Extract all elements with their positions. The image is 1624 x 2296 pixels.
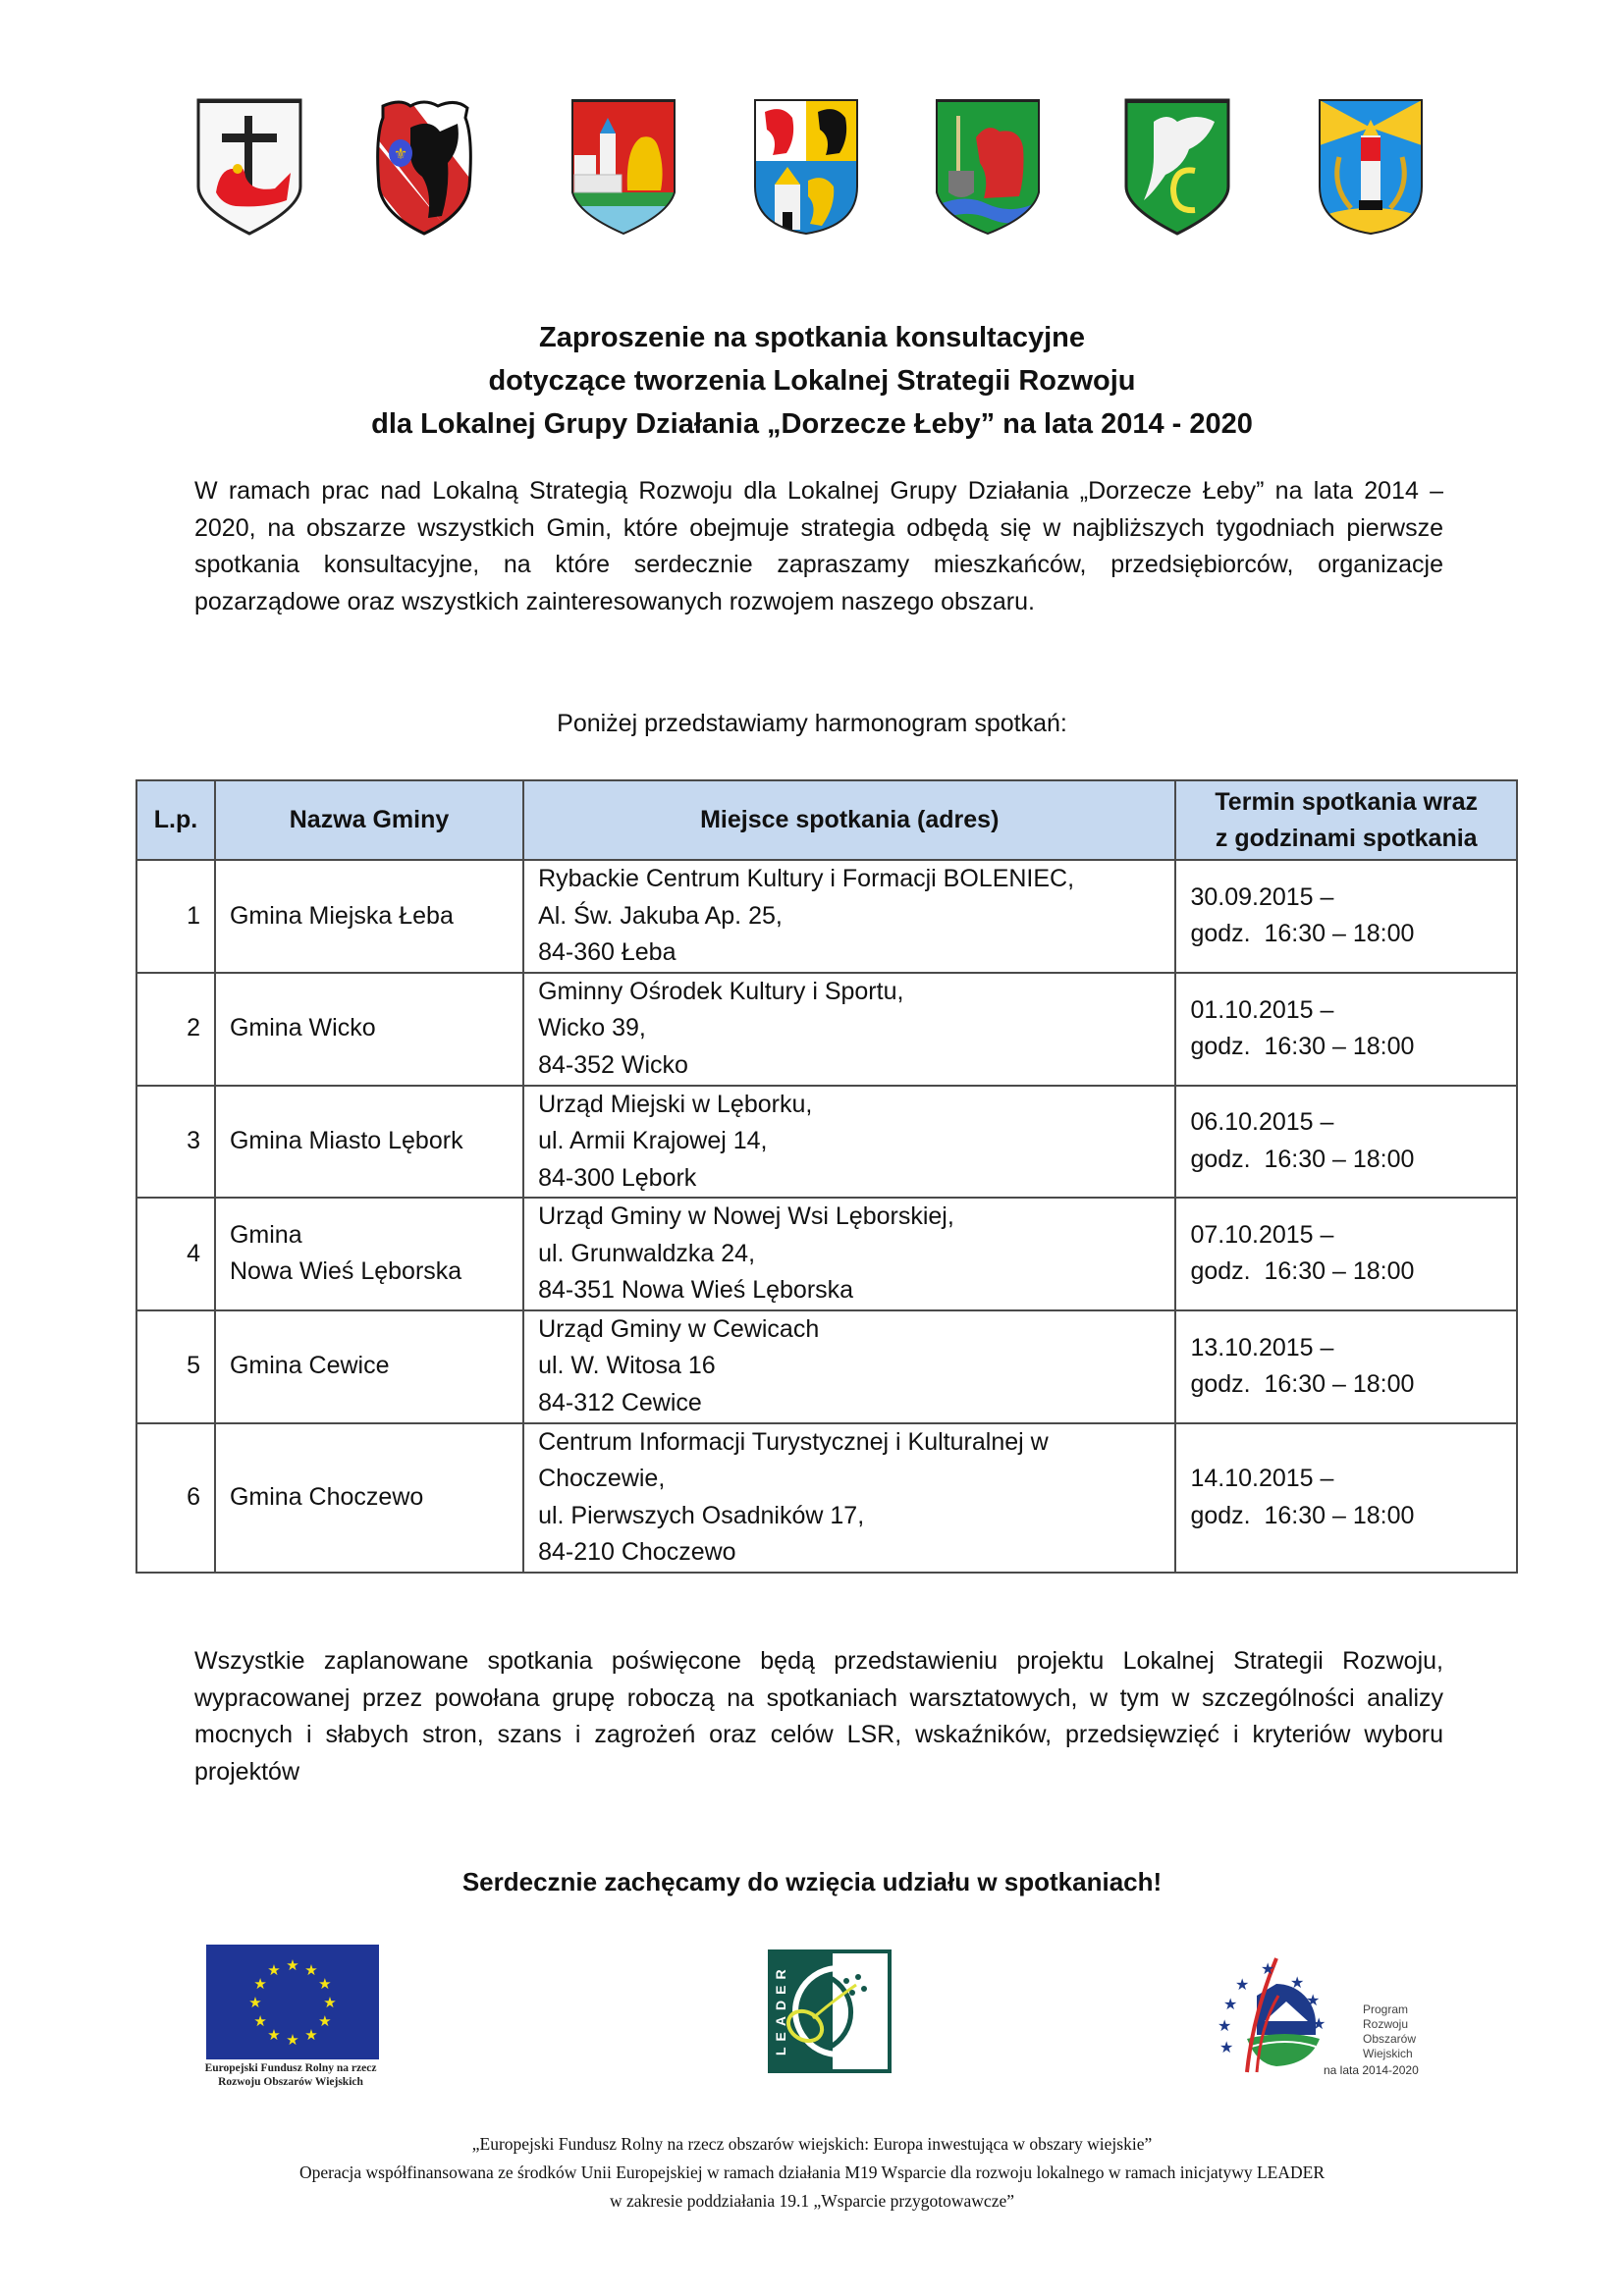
intro-paragraph: W ramach prac nad Lokalną Strategią Rozwoju dla Lokalnej Grupy Działania „Dorzecze Łeby” na lata 2014 – 2020, na obszarze wszystkich Gmin, które obejmuje strategia odbędą się w najbliższych tygodniach pierwsze spotkania konsultacyjne, na które serdecznie zapraszamy mieszkańców, przedsiębiorców, organizacje pozarządowe oraz wszystkich zainteresowanych rozwojem naszego obszaru. <box>194 477 1443 615</box>
row-gmina <box>215 1198 523 1310</box>
eu-logo-caption <box>192 2061 389 2089</box>
address-line: ul. Armii Krajowej 14, <box>538 1127 768 1154</box>
address-line: Choczewie, <box>538 1465 666 1492</box>
table-row <box>136 1423 1517 1573</box>
title-line-2: dotyczące tworzenia Lokalnej Strategii Rozwoju <box>488 365 1136 397</box>
header-termin-line-2: z godzinami spotkania <box>1215 824 1478 852</box>
svg-text:★: ★ <box>1261 1961 1275 1978</box>
eu-star-icon: ★ <box>286 2032 299 2049</box>
meeting-date: 01.10.2015 – <box>1190 995 1334 1024</box>
meeting-date: 07.10.2015 – <box>1190 1220 1334 1249</box>
address-line: Urząd Gminy w Cewicach <box>538 1314 820 1343</box>
coat-of-arms-quartered-icon <box>753 98 859 236</box>
header-lp: L.p. <box>136 780 215 860</box>
eu-star-icon: ★ <box>253 1976 267 1993</box>
row-address <box>523 1310 1175 1423</box>
address-line: Wicko 39, <box>538 1014 646 1042</box>
row-termin <box>1175 973 1517 1086</box>
eu-star-icon: ★ <box>267 1962 281 1980</box>
eu-star-icon: ★ <box>253 2013 267 2030</box>
row-address <box>523 1198 1175 1310</box>
prow-line-4: Wiejskich <box>1363 2047 1413 2060</box>
address-line: Al. Św. Jakuba Ap. 25, <box>538 901 783 930</box>
row-number: 2 <box>136 973 215 1086</box>
schedule-lead: Poniżej przedstawiamy harmonogram spotkań: <box>557 710 1067 737</box>
table-header-row <box>136 780 1517 860</box>
svg-text:★: ★ <box>1290 1975 1305 1992</box>
header-miejsce: Miejsce spotkania (adres) <box>523 780 1175 860</box>
meeting-date: 06.10.2015 – <box>1190 1108 1334 1137</box>
closing-paragraph: Wszystkie zaplanowane spotkania poświęcone będą przedstawieniu projektu Lokalnej Strategii Rozwoju, wypracowanej przez powołana grupę roboczą na spotkaniach warsztatowych, w tym w szczególności analizy mocnych i słabych stron, szans i zagrożeń oraz celów LSR, wskaźników, przedsięwzięć i kryteriów wyboru projektów <box>194 1647 1443 1786</box>
svg-text:⚜: ⚜ <box>393 146 408 163</box>
prow-line-1: Program <box>1363 2002 1409 2016</box>
leader-logo-icon <box>768 1949 892 2073</box>
gmina-line: Gmina Miasto Lębork <box>229 1127 463 1154</box>
address-line: 84-210 Choczewo <box>538 1538 736 1566</box>
eu-star-icon: ★ <box>286 1957 299 1974</box>
row-gmina <box>215 973 523 1086</box>
meeting-hours: godz. 16:30 – 18:00 <box>1190 1145 1415 1173</box>
svg-text:★: ★ <box>1235 1977 1250 1994</box>
address-line: ul. Grunwaldzka 24, <box>538 1239 756 1267</box>
page-title <box>0 316 1624 446</box>
header-termin-line-1: Termin spotkania wraz <box>1215 787 1479 816</box>
coat-of-arms-griffin-wheat-icon <box>935 98 1041 236</box>
address-line: Centrum Informacji Turystycznej i Kulturalnej w <box>538 1427 1049 1456</box>
address-line: 84-351 Nowa Wieś Lęborska <box>538 1276 854 1304</box>
svg-text:★: ★ <box>1223 1997 1238 2013</box>
eu-caption-line-2: Rozwoju Obszarów Wiejskich <box>218 2076 363 2088</box>
footer-line-3: w zakresie poddziałania 19.1 „Wsparcie przygotowawcze” <box>609 2191 1015 2211</box>
prow-logo-text <box>1363 2002 1416 2061</box>
address-line: 84-300 Lębork <box>538 1163 697 1192</box>
table-row <box>136 1310 1517 1423</box>
header-gmina: Nazwa Gminy <box>215 780 523 860</box>
coat-of-arms-white-griffin-icon <box>1124 98 1230 236</box>
eu-star-icon: ★ <box>318 2013 332 2030</box>
table-row <box>136 860 1517 973</box>
title-line-3: dla Lokalnej Grupy Działania „Dorzecze Łeby” na lata 2014 - 2020 <box>371 408 1253 440</box>
eu-star-icon: ★ <box>318 1976 332 1993</box>
address-line: Gminny Ośrodek Kultury i Sportu, <box>538 977 904 1005</box>
meeting-date: 30.09.2015 – <box>1190 882 1334 911</box>
meeting-hours: godz. 16:30 – 18:00 <box>1190 920 1415 948</box>
footer-line-2: Operacja współfinansowana ze środków Unii Europejskiej w ramach działania M19 Wsparcie dla rozwoju lokalnego w ramach inicjatywy LEADER <box>299 2163 1325 2182</box>
gmina-line: Gmina <box>229 1220 302 1249</box>
coat-of-arms-lighthouse-icon <box>1318 98 1424 236</box>
address-line: Urząd Gminy w Nowej Wsi Lęborskiej, <box>538 1202 954 1230</box>
address-line: ul. W. Witosa 16 <box>538 1352 716 1380</box>
footer <box>0 2130 1624 2216</box>
eu-star-icon: ★ <box>304 2026 318 2044</box>
row-number: 3 <box>136 1086 215 1199</box>
eu-star-icon: ★ <box>323 1995 337 2011</box>
svg-text:★: ★ <box>1306 1993 1321 2009</box>
row-address <box>523 973 1175 1086</box>
eu-flag-logo-icon <box>206 1945 379 2059</box>
row-termin <box>1175 1198 1517 1310</box>
prow-logo-icon <box>1218 1956 1330 2076</box>
meeting-date: 14.10.2015 – <box>1190 1465 1334 1492</box>
eu-star-icon: ★ <box>304 1962 318 1980</box>
meeting-hours: godz. 16:30 – 18:00 <box>1190 1033 1415 1060</box>
row-address <box>523 860 1175 973</box>
table-row <box>136 973 1517 1086</box>
gmina-line: Gmina Cewice <box>229 1352 390 1380</box>
row-number: 6 <box>136 1423 215 1573</box>
row-termin <box>1175 1423 1517 1573</box>
footer-line-1: „Europejski Fundusz Rolny na rzecz obszarów wiejskich: Europa inwestująca w obszary wiejskie” <box>471 2134 1153 2154</box>
eu-star-icon: ★ <box>248 1995 262 2011</box>
row-number: 1 <box>136 860 215 973</box>
row-gmina <box>215 1310 523 1423</box>
gmina-line: Gmina Wicko <box>229 1014 376 1042</box>
table-row <box>136 1198 1517 1310</box>
row-termin <box>1175 1086 1517 1199</box>
eu-star-icon: ★ <box>267 2026 281 2044</box>
row-number: 4 <box>136 1198 215 1310</box>
call-to-action: Serdecznie zachęcamy do wzięcia udziału w spotkaniach! <box>461 1867 1163 1896</box>
coats-of-arms-row <box>0 98 1624 240</box>
meeting-hours: godz. 16:30 – 18:00 <box>1190 1257 1415 1286</box>
meeting-hours: godz. 16:30 – 18:00 <box>1190 1501 1415 1529</box>
address-line: Urząd Miejski w Lęborku, <box>538 1090 813 1118</box>
row-gmina <box>215 860 523 973</box>
row-termin <box>1175 1310 1517 1423</box>
row-gmina <box>215 1086 523 1199</box>
svg-text:★: ★ <box>1219 2040 1234 2056</box>
row-termin <box>1175 860 1517 973</box>
table-row <box>136 1086 1517 1199</box>
svg-text:★: ★ <box>1218 2018 1232 2035</box>
gmina-line: Gmina Miejska Łeba <box>229 901 454 930</box>
gmina-line: Nowa Wieś Lęborska <box>229 1257 462 1286</box>
row-address <box>523 1086 1175 1199</box>
address-line: Rybackie Centrum Kultury i Formacji BOLENIEC, <box>538 865 1075 892</box>
coat-of-arms-castle-lion-icon <box>570 98 677 236</box>
coat-of-arms-griffin-fleur-icon <box>371 98 477 236</box>
meeting-date: 13.10.2015 – <box>1190 1333 1334 1362</box>
row-gmina <box>215 1423 523 1573</box>
prow-line-3: Obszarów <box>1363 2032 1417 2046</box>
svg-text:★: ★ <box>1312 2016 1326 2033</box>
meeting-hours: godz. 16:30 – 18:00 <box>1190 1370 1415 1398</box>
title-line-1: Zaproszenie na spotkania konsultacyjne <box>539 322 1085 353</box>
eu-caption-line-1: Europejski Fundusz Rolny na rzecz <box>204 2062 377 2074</box>
row-number: 5 <box>136 1310 215 1423</box>
header-termin <box>1175 780 1517 860</box>
address-line: 84-312 Cewice <box>538 1388 702 1416</box>
address-line: ul. Pierwszych Osadników 17, <box>538 1501 865 1529</box>
prow-years: na lata 2014-2020 <box>1324 2063 1419 2077</box>
coat-of-arms-cross-griffin-icon <box>196 98 302 236</box>
prow-line-2: Rozwoju <box>1363 2017 1409 2031</box>
address-line: 84-360 Łeba <box>538 938 677 966</box>
schedule-table <box>135 779 1518 1574</box>
row-address <box>523 1423 1175 1573</box>
gmina-line: Gmina Choczewo <box>229 1482 424 1511</box>
leader-label: LEADER <box>773 1963 788 2056</box>
address-line: 84-352 Wicko <box>538 1050 688 1079</box>
